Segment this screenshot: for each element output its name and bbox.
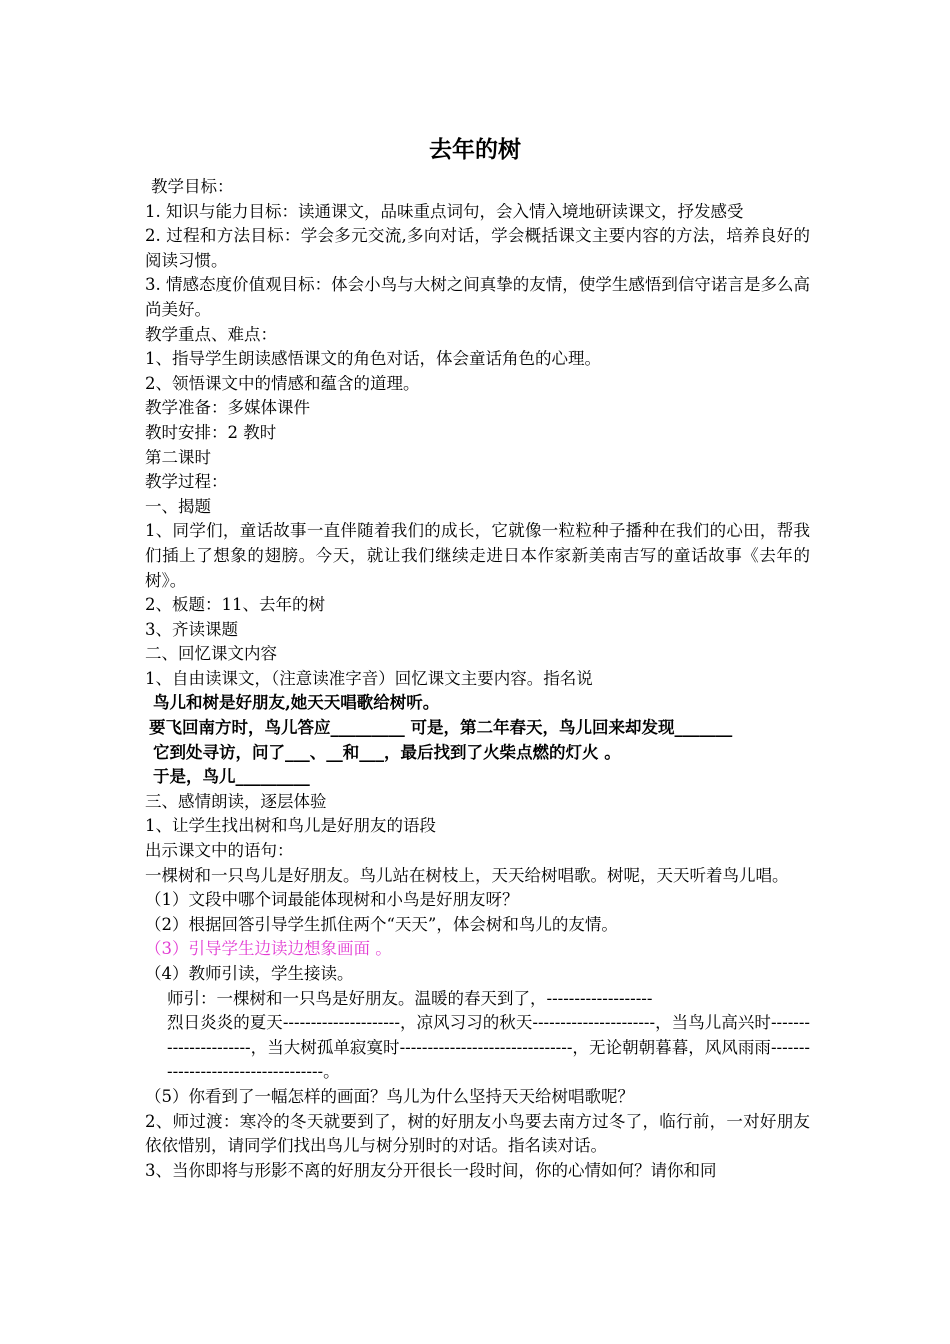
text-line: 1. 知识与能力目标：读通课文，品味重点词句，会入情入境地研读课文，抒发感受: [145, 201, 744, 221]
text-paragraph: 3. 情感态度价值观目标：体会小鸟与大树之间真挚的友情，使学生感悟到信守诺言是多么高尚美好。: [145, 275, 810, 319]
text-line: （1）文段中哪个词最能体现树和小鸟是好朋友呀？: [145, 890, 519, 910]
text-line: 2、领悟课文中的情感和蕴含的道理。: [145, 373, 420, 393]
text-line: 二、回忆课文内容: [145, 644, 277, 664]
summary-line-bold: 鸟儿和树是好朋友,她天天唱歌给树听。: [153, 693, 440, 713]
summary-line-bold: 于是，鸟儿_________: [153, 767, 310, 787]
text-line: 教时安排：2 教时: [145, 422, 277, 442]
text-line: 1、让学生找出树和鸟儿是好朋友的语段: [145, 816, 436, 836]
text-line: 教学重点、难点：: [145, 324, 277, 344]
summary-line-bold: 要飞回南方时，鸟儿答应_________ 可是，第二年春天，鸟儿回来却发现_______: [149, 718, 733, 738]
text-line: 教学过程：: [145, 472, 228, 492]
document-body: [145, 175, 810, 1183]
page-title: 去年的树: [429, 137, 521, 163]
text-paragraph: 烈日炎炎的夏天---------------------，凉风习习的秋天----------------------，当鸟儿高兴时----------------------，当大树孤单寂寞时-------------------------------，无论朝朝暮暮，风风雨雨-----------------------------------。: [167, 1013, 810, 1082]
text-line: 1、指导学生朗读感悟课文的角色对话，体会童话角色的心理。: [145, 349, 601, 369]
highlighted-line: （3）引导学生边读边想象画面 。: [145, 939, 392, 959]
text-line: 教学准备：多媒体课件: [145, 398, 310, 418]
text-line: 三、感情朗读，逐层体验: [145, 791, 327, 811]
summary-line-bold: 它到处寻访，问了___、__和___，最后找到了火柴点燃的灯火 。: [153, 742, 621, 762]
text-line: 2、板题：11、去年的树: [145, 595, 325, 615]
text-line: 一、揭题: [145, 496, 211, 516]
text-line: 第二课时: [145, 447, 211, 467]
text-paragraph: 1、同学们，童话故事一直伴随着我们的成长，它就像一粒粒种子播种在我们的心田，帮我们插上了想象的翅膀。今天，就让我们继续走进日本作家新美南吉写的童话故事《去年的树》。: [145, 521, 810, 590]
text-line: （2）根据回答引导学生抓住两个“天天”，体会树和鸟儿的友情。: [145, 914, 618, 934]
text-paragraph: 2、师过渡：寒冷的冬天就要到了，树的好朋友小鸟要去南方过冬了，临行前，一对好朋友依依惜别，请同学们找出鸟儿与树分别时的对话。指名读对话。: [145, 1111, 810, 1156]
text-line: 出示课文中的语句：: [145, 841, 294, 861]
text-line: 师引：一棵树和一只鸟是好朋友。温暖的春天到了，-------------------: [167, 988, 653, 1008]
text-line: 教学目标：: [151, 177, 234, 196]
text-paragraph: 2. 过程和方法目标：学会多元交流,多向对话，学会概括课文主要内容的方法，培养良好的阅读习惯。: [145, 226, 810, 270]
text-paragraph: 一棵树和一只鸟儿是好朋友。鸟儿站在树枝上，天天给树唱歌。树呢，天天听着鸟儿唱。: [145, 865, 789, 885]
text-line: 1、自由读课文，（注意读准字音）回忆课文主要内容。指名说: [145, 668, 593, 688]
text-line: 3、当你即将与形影不离的好朋友分开很长一段时间，你的心情如何？请你和同: [145, 1160, 717, 1180]
text-line: （5）你看到了一幅怎样的画面？鸟儿为什么坚持天天给树唱歌呢？: [145, 1086, 634, 1106]
text-line: （4）教师引读，学生接读。: [145, 964, 354, 983]
text-line: 3、齐读课题: [145, 619, 238, 639]
